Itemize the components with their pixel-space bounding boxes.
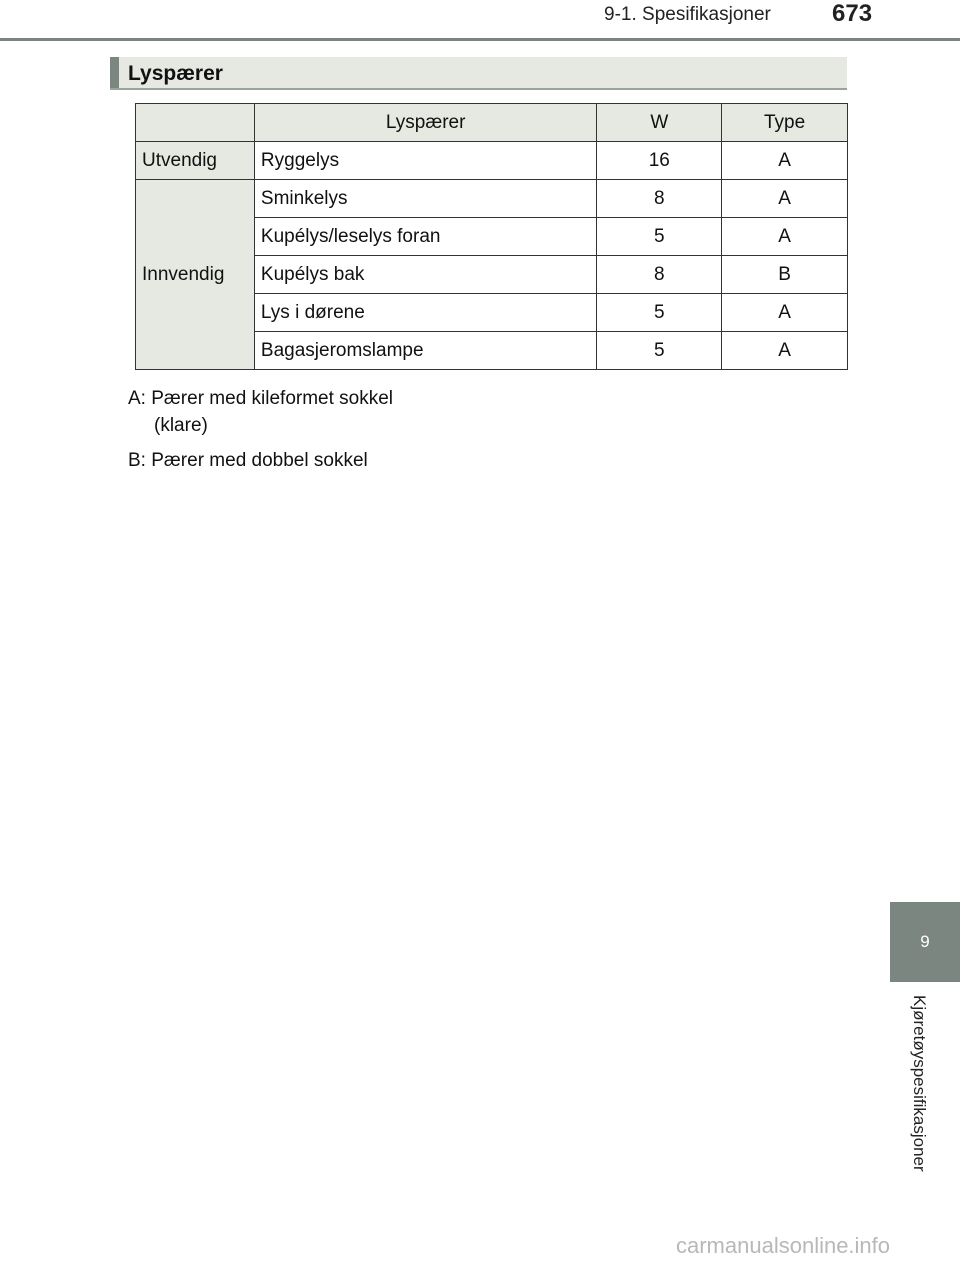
heading-accent bbox=[110, 57, 119, 88]
group-cell-exterior: Utvendig bbox=[136, 142, 255, 180]
header-cell-bulb: Lyspærer bbox=[254, 104, 597, 142]
watts-cell: 5 bbox=[597, 332, 722, 370]
bulb-cell: Ryggelys bbox=[254, 142, 597, 180]
bulb-cell: Kupélys/leselys foran bbox=[254, 218, 597, 256]
watts-cell: 16 bbox=[597, 142, 722, 180]
type-cell: A bbox=[722, 332, 848, 370]
bulb-cell: Lys i dørene bbox=[254, 294, 597, 332]
group-cell-interior: Innvendig bbox=[136, 180, 255, 370]
type-cell: A bbox=[722, 180, 848, 218]
bulb-table bbox=[135, 103, 848, 370]
type-cell: B bbox=[722, 256, 848, 294]
chapter-number: 9 bbox=[920, 932, 930, 951]
note-a: A: Pærer med kileformet sokkel bbox=[128, 388, 394, 409]
type-cell: A bbox=[722, 294, 848, 332]
type-cell: A bbox=[722, 218, 848, 256]
watermark: carmanualsonline.info bbox=[676, 1233, 891, 1258]
note-b: B: Pærer med dobbel sokkel bbox=[128, 450, 368, 471]
note-a-continuation: (klare) bbox=[154, 415, 208, 436]
header-cell-type: Type bbox=[722, 104, 848, 142]
table-row bbox=[136, 142, 848, 180]
chapter-label: Kjøretøyspesifikasjoner bbox=[910, 995, 929, 1172]
section-heading-bar bbox=[110, 57, 847, 90]
watts-cell: 8 bbox=[597, 180, 722, 218]
header-cell-group bbox=[136, 104, 255, 142]
header-divider bbox=[0, 38, 960, 41]
watts-cell: 5 bbox=[597, 294, 722, 332]
watts-cell: 5 bbox=[597, 218, 722, 256]
table-notes bbox=[128, 385, 393, 474]
page-number: 673 bbox=[832, 0, 873, 27]
section-heading: Lyspærer bbox=[128, 62, 223, 85]
table-row bbox=[136, 180, 848, 218]
bulb-cell: Bagasjeromslampe bbox=[254, 332, 597, 370]
type-cell: A bbox=[722, 142, 848, 180]
chapter-tab bbox=[890, 902, 960, 982]
header-cell-watts: W bbox=[597, 104, 722, 142]
bulb-cell: Kupélys bak bbox=[254, 256, 597, 294]
table-header-row bbox=[136, 104, 848, 142]
watts-cell: 8 bbox=[597, 256, 722, 294]
section-title: 9-1. Spesifikasjoner bbox=[604, 4, 771, 25]
bulb-cell: Sminkelys bbox=[254, 180, 597, 218]
